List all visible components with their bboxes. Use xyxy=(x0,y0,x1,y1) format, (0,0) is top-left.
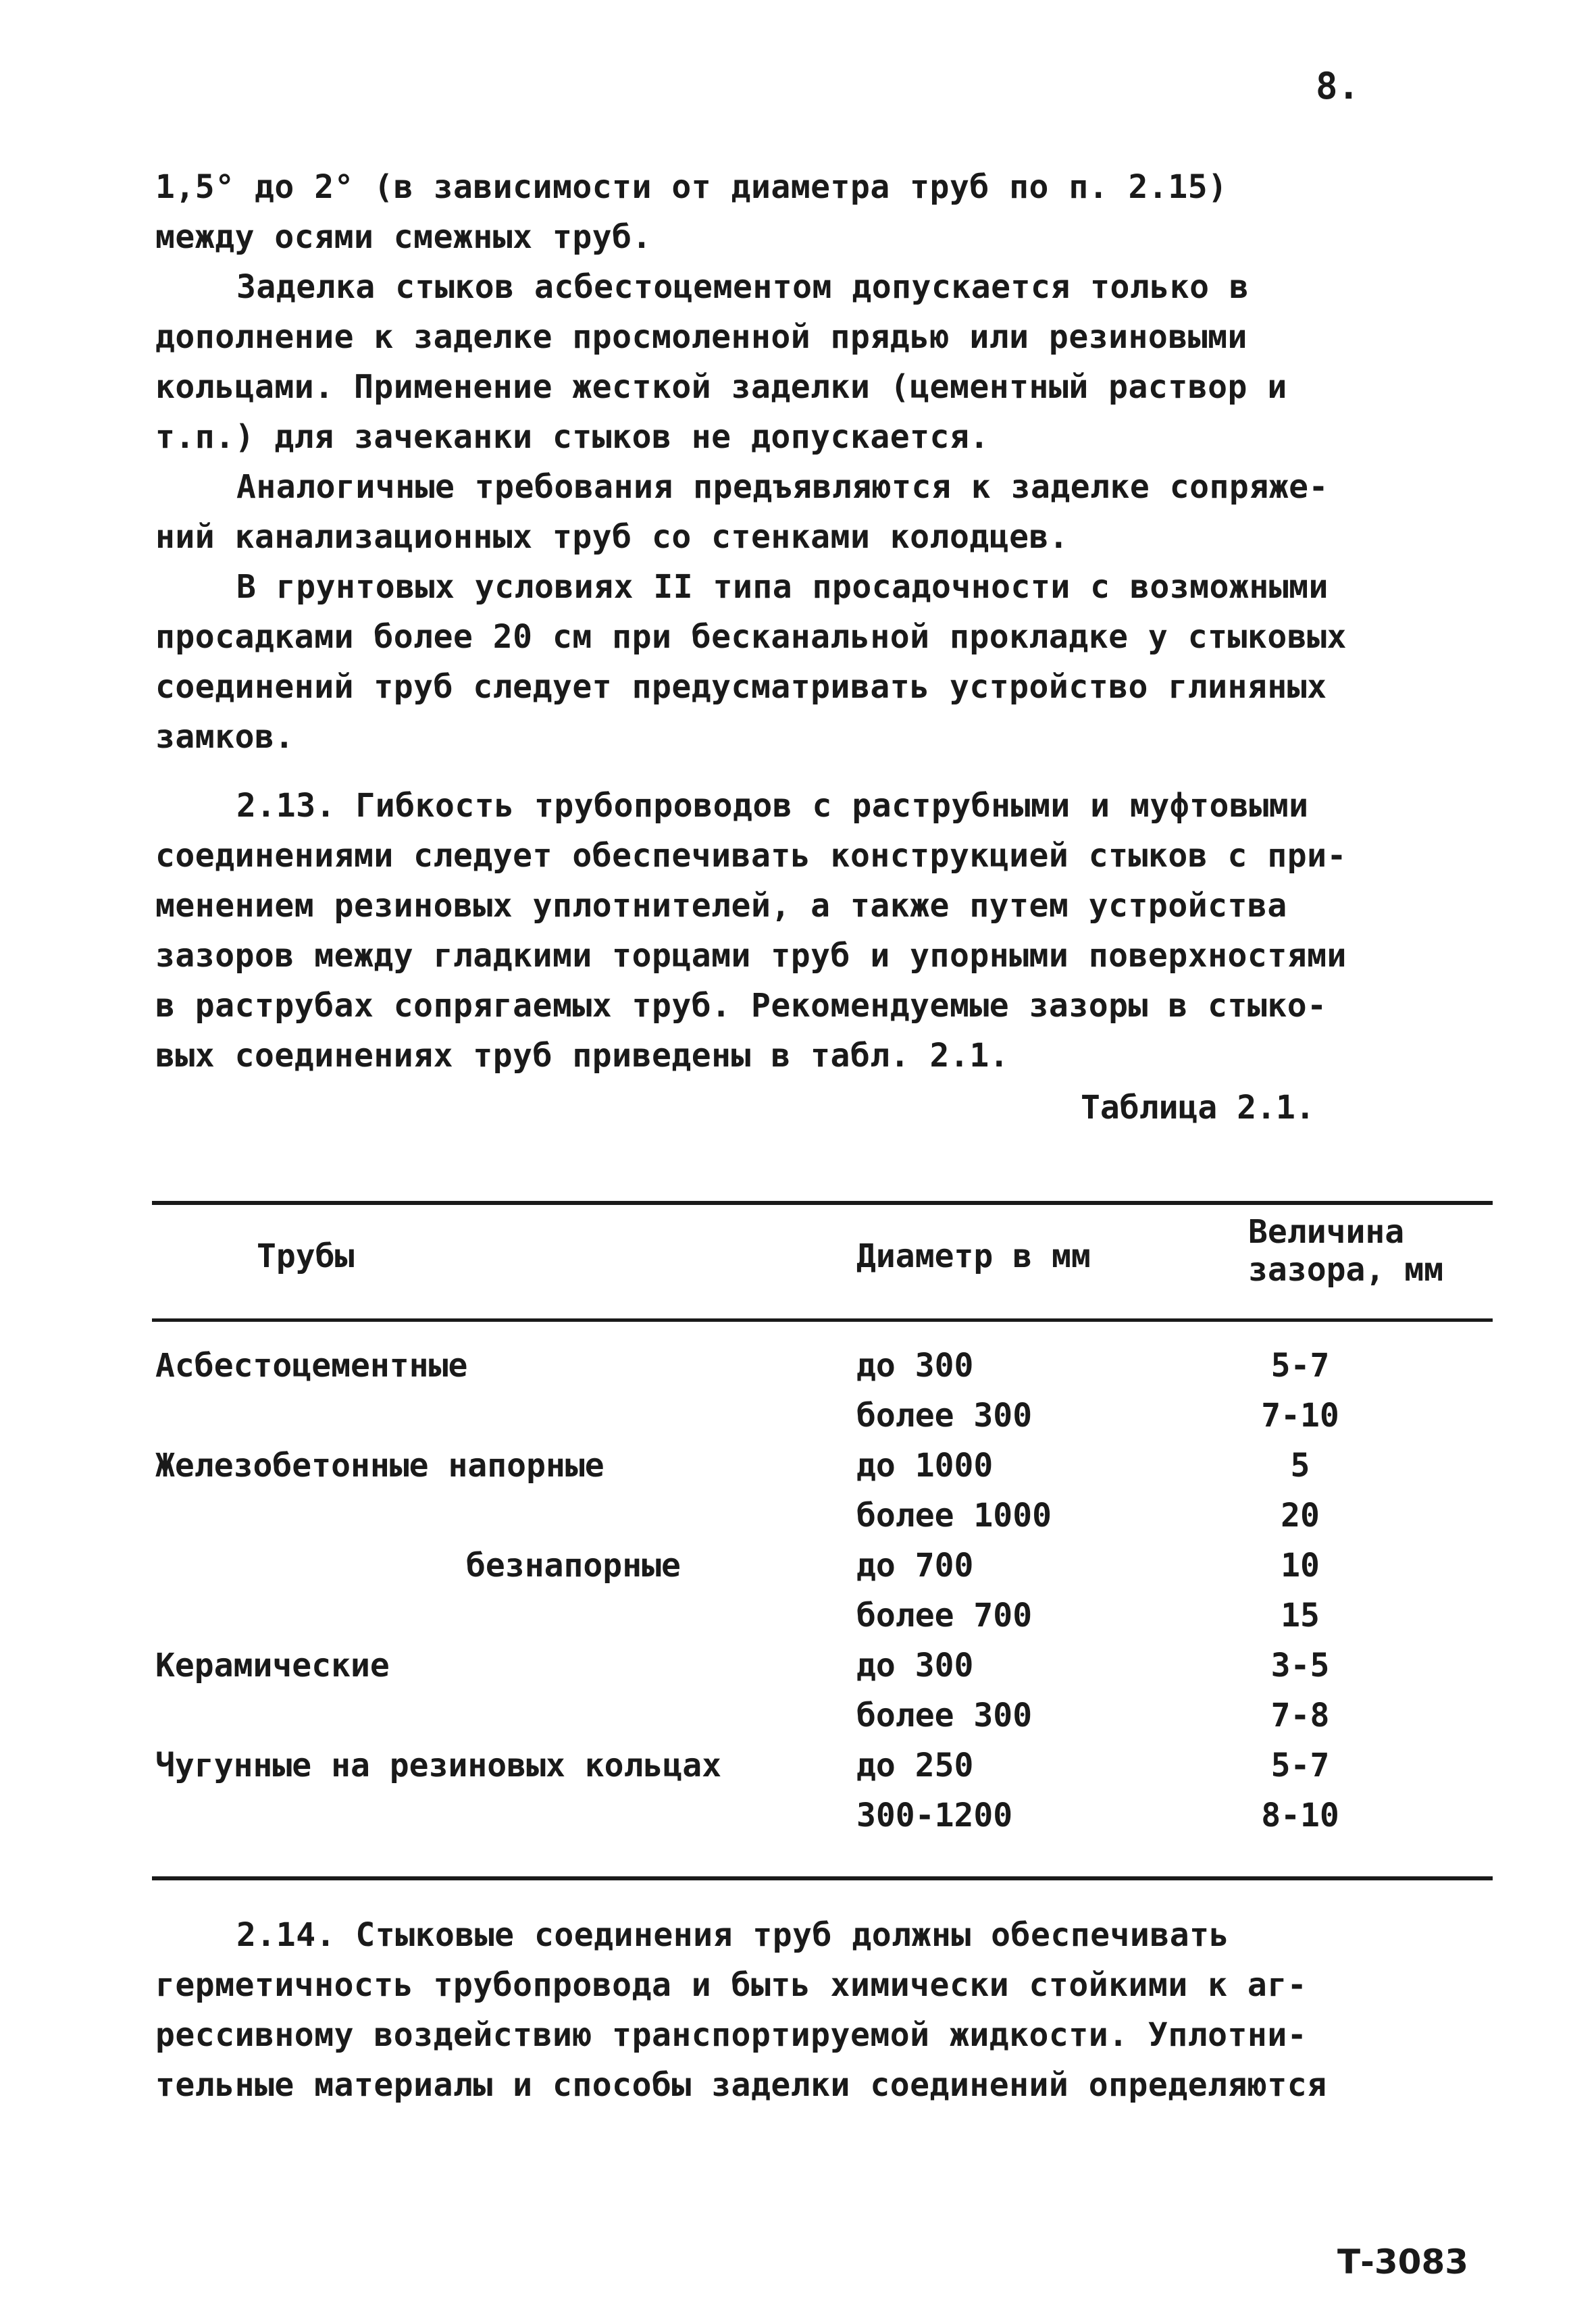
cell-gap: 5-7 xyxy=(1270,1747,1330,1784)
table-header-gap-line1: Величина xyxy=(1248,1213,1405,1251)
table-bottom-rule xyxy=(152,1876,1493,1880)
table-row xyxy=(152,1491,1493,1541)
table-row xyxy=(152,1641,1493,1691)
text-line: ний канализационных труб со стенками колодцев. xyxy=(155,518,1069,556)
table-row xyxy=(152,1741,1493,1791)
cell-gap: 15 xyxy=(1281,1597,1320,1635)
paragraph-continuation xyxy=(155,162,1425,262)
document-code: Т-3083 xyxy=(1337,2242,1469,2282)
paragraph-similar-requirements xyxy=(155,462,1425,562)
table-top-rule xyxy=(152,1201,1493,1205)
cell-gap: 3-5 xyxy=(1270,1647,1330,1685)
table-header-diameter: Диаметр в мм xyxy=(856,1237,1091,1275)
cell-pipe-subtype: безнапорные xyxy=(466,1547,681,1585)
cell-diameter: более 700 xyxy=(856,1597,1033,1635)
table-row xyxy=(152,1441,1493,1491)
cell-diameter: до 250 xyxy=(856,1747,974,1784)
text-line: 2.14. Стыковые соединения труб должны обеспечивать xyxy=(236,1916,1229,1954)
cell-diameter: до 300 xyxy=(856,1647,974,1685)
text-line: Аналогичные требования предъявляются к заделке сопряже- xyxy=(236,468,1329,506)
text-line: соединениями следует обеспечивать конструкцией стыков с при- xyxy=(155,837,1347,875)
text-line: менением резиновых уплотнителей, а также путем устройства xyxy=(155,887,1287,925)
text-line: рессивному воздействию транспортируемой жидкости. Уплотни- xyxy=(155,2016,1308,2054)
cell-gap: 5-7 xyxy=(1270,1347,1330,1385)
text-line: т.п.) для зачеканки стыков не допускается. xyxy=(155,418,989,456)
table-row xyxy=(152,1541,1493,1591)
table-row xyxy=(152,1691,1493,1741)
paragraph-asbestos-sealing xyxy=(155,262,1425,462)
cell-diameter: более 1000 xyxy=(856,1497,1052,1535)
paragraph-2-14 xyxy=(155,1910,1425,2110)
table-row xyxy=(152,1591,1493,1641)
table-header-gap-line2: зазора, мм xyxy=(1248,1251,1443,1289)
cell-pipe-type: Железобетонные напорные xyxy=(155,1447,604,1485)
text-line: кольцами. Применение жесткой заделки (цементный раствор и xyxy=(155,368,1287,406)
cell-gap: 8-10 xyxy=(1261,1797,1339,1834)
cell-diameter: до 1000 xyxy=(856,1447,994,1485)
cell-gap: 10 xyxy=(1281,1547,1320,1585)
text-line: тельные материалы и способы заделки соединений определяются xyxy=(155,2066,1327,2104)
table-header-gap xyxy=(1248,1213,1478,1289)
table-body xyxy=(152,1341,1493,1841)
table-caption: Таблица 2.1. xyxy=(1081,1089,1315,1127)
cell-gap: 7-8 xyxy=(1270,1697,1330,1734)
table-row xyxy=(152,1341,1493,1391)
cell-diameter: более 300 xyxy=(856,1397,1033,1435)
cell-gap: 5 xyxy=(1290,1447,1310,1485)
text-line: соединений труб следует предусматривать устройство глиняных xyxy=(155,668,1327,706)
table-row xyxy=(152,1791,1493,1841)
text-line: В грунтовых условиях II типа просадочности с возможными xyxy=(236,568,1329,606)
table-header-pipes: Трубы xyxy=(257,1237,355,1275)
text-line: просадками более 20 см при бесканальной прокладке у стыковых xyxy=(155,618,1347,656)
text-line: вых соединениях труб приведены в табл. 2.1. xyxy=(155,1037,1010,1075)
cell-gap: 7-10 xyxy=(1261,1397,1339,1435)
text-line: 1,5° до 2° (в зависимости от диаметра труб по п. 2.15) xyxy=(155,168,1228,206)
cell-diameter: до 300 xyxy=(856,1347,974,1385)
cell-diameter: более 300 xyxy=(856,1697,1033,1734)
text-line: между осями смежных труб. xyxy=(155,218,652,256)
cell-pipe-type: Керамические xyxy=(155,1647,390,1685)
text-line: в раструбах сопрягаемых труб. Рекомендуемые зазоры в стыко- xyxy=(155,987,1327,1025)
text-line: замков. xyxy=(155,718,294,756)
table-row xyxy=(152,1391,1493,1441)
cell-diameter: до 700 xyxy=(856,1547,974,1585)
cell-diameter: 300-1200 xyxy=(856,1797,1013,1834)
page-number: 8. xyxy=(1316,65,1360,107)
text-line: дополнение к заделке просмоленной прядью или резиновыми xyxy=(155,318,1247,356)
paragraph-soil-conditions xyxy=(155,562,1425,762)
text-line: Заделка стыков асбестоцементом допускается только в xyxy=(236,268,1250,306)
text-line: 2.13. Гибкость трубопроводов с раструбными и муфтовыми xyxy=(236,787,1309,825)
text-line: герметичность трубопровода и быть химически стойкими к аг- xyxy=(155,1966,1308,2004)
cell-pipe-type: Асбестоцементные xyxy=(155,1347,468,1385)
paragraph-2-13 xyxy=(155,781,1425,1081)
table-header-rule xyxy=(152,1318,1493,1322)
cell-pipe-type: Чугунные на резиновых кольцах xyxy=(155,1747,722,1784)
text-line: зазоров между гладкими торцами труб и упорными поверхностями xyxy=(155,937,1347,975)
cell-gap: 20 xyxy=(1281,1497,1320,1535)
